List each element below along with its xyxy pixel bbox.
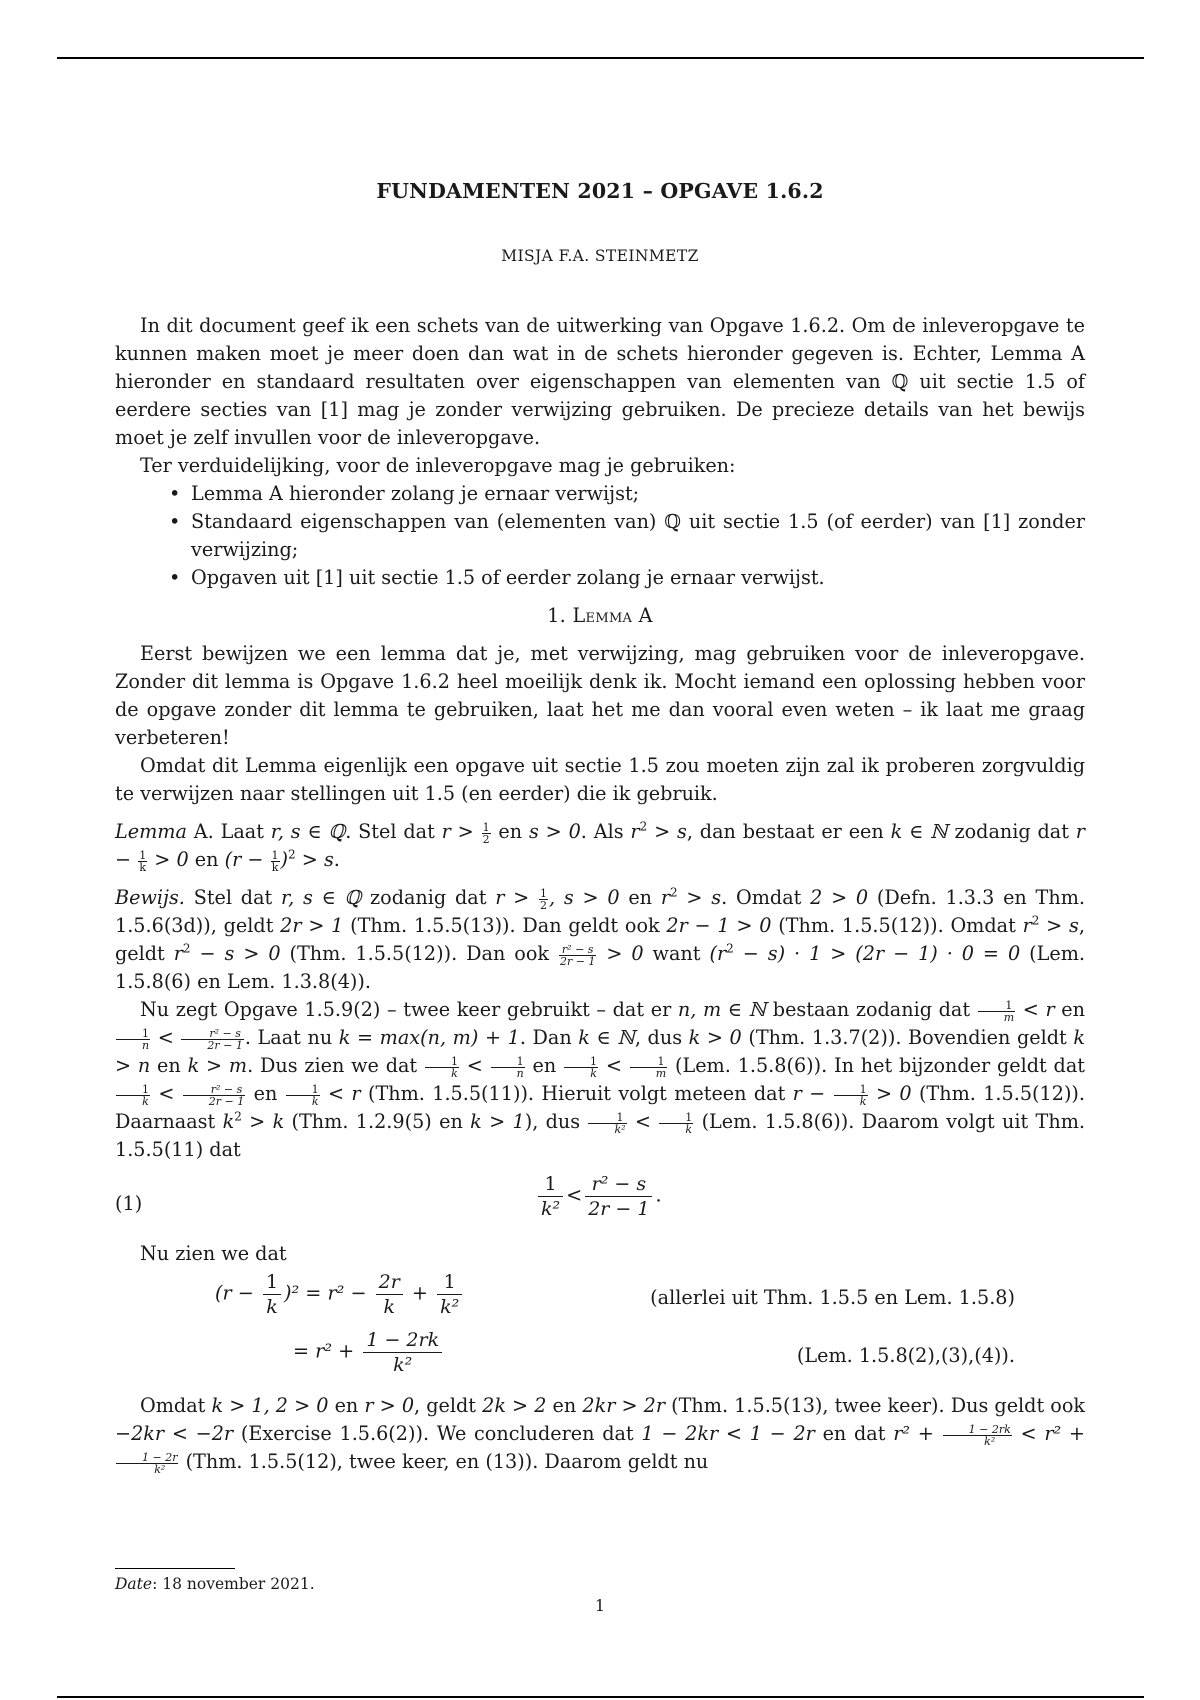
align-row-2 <box>115 1328 1085 1384</box>
denominator: k <box>859 1094 867 1108</box>
fraction <box>538 1172 563 1221</box>
text: (Thm. 1.5.5(13), twee keer). Dus geldt ook <box>665 1394 1086 1417</box>
numerator: 1 <box>834 1084 868 1096</box>
math: < <box>627 1110 659 1133</box>
text: (Thm. 1.2.9(5) en <box>284 1110 471 1133</box>
text: , dan bestaat er een <box>686 820 891 843</box>
proof-paragraph-1 <box>115 884 1085 996</box>
numerator: r² − s <box>559 944 596 956</box>
fraction <box>659 1112 693 1135</box>
fraction <box>138 850 147 873</box>
bullet-item: • Lemma A hieronder zolang je ernaar verwijst; <box>191 480 1085 508</box>
numerator: 1 <box>116 1084 150 1096</box>
numerator: 1 <box>630 1056 667 1068</box>
text: en <box>546 1394 583 1417</box>
math: < <box>151 1026 181 1049</box>
text: (Thm. 1.5.5(12), twee keer, en (13)). Daarom geldt nu <box>179 1450 709 1473</box>
text: . Als <box>580 820 631 843</box>
text: . Laat nu <box>244 1026 339 1049</box>
math: (r − <box>224 848 270 871</box>
denominator: k <box>311 1094 319 1108</box>
equation-label: (1) <box>115 1192 143 1215</box>
fraction <box>116 1452 178 1475</box>
math: k > 1, 2 > 0 <box>211 1394 329 1417</box>
text: (Defn. 1.3.3 en Thm. 1.5.6(3d)), geldt <box>115 886 1086 937</box>
operator: < <box>566 1183 583 1207</box>
math: k > 0 <box>688 1026 742 1049</box>
text: en <box>491 820 529 843</box>
fraction <box>539 888 548 911</box>
denominator: k² <box>984 1434 996 1448</box>
text: . <box>333 848 340 871</box>
superscript: 2 <box>726 941 734 956</box>
superscript: 2 <box>639 819 648 834</box>
denominator: 2r − 1 <box>559 954 596 968</box>
fraction <box>943 1424 1012 1447</box>
section-number: 1. <box>547 604 567 627</box>
math: r, s ∈ ℚ <box>281 886 362 909</box>
fraction <box>482 822 491 845</box>
math: r <box>1022 914 1032 937</box>
text: ), dus <box>524 1110 588 1133</box>
fraction <box>116 1028 150 1051</box>
text: en <box>619 886 661 909</box>
justification: (allerlei uit Thm. 1.5.5 en Lem. 1.5.8) <box>650 1286 1015 1309</box>
math: 2k > 2 <box>482 1394 547 1417</box>
fraction <box>181 1028 243 1051</box>
text: , dus <box>634 1026 689 1049</box>
numerator: 1 <box>538 1172 563 1197</box>
text: (Thm. 1.5.5(13)). Dan geldt ook <box>343 914 667 937</box>
proof-paragraph-2 <box>115 996 1085 1164</box>
math: r, s ∈ ℚ <box>270 820 346 843</box>
denominator: k <box>590 1066 597 1080</box>
denominator: 2 <box>540 898 547 912</box>
fraction <box>585 1172 652 1221</box>
superscript: 2 <box>1031 913 1040 928</box>
equation-body <box>535 1172 662 1221</box>
fraction <box>564 1056 598 1079</box>
denominator: k <box>266 1296 278 1318</box>
numerator: 2r <box>376 1270 403 1295</box>
text: en <box>188 848 225 871</box>
math: ) <box>280 848 289 871</box>
denominator: 2r − 1 <box>588 1198 650 1220</box>
denominator: k² <box>614 1122 626 1136</box>
denominator: k² <box>154 1462 166 1476</box>
numerator: r² − s <box>585 1172 652 1197</box>
punctuation: . <box>655 1183 662 1207</box>
numerator: 1 <box>659 1112 693 1124</box>
text: (Lem. 1.5.8(6) en Lem. 1.3.8(4)). <box>115 942 1085 993</box>
lemma-label: Lemma <box>115 820 187 843</box>
numerator: 1 <box>116 1028 150 1040</box>
math: k ∈ ℕ <box>890 820 948 843</box>
body <box>115 312 1085 1476</box>
math: > k <box>241 1110 285 1133</box>
numerator: 1 <box>978 1000 1015 1012</box>
math: k > m <box>187 1054 248 1077</box>
intro-paragraph-1: In dit document geef ik een schets van de uitwerking van Opgave 1.6.2. Om de inleveropgave te kunnen maken moet je meer doen dan wat in de schets hieronder gegeven is. Echter, Lemma A hieronder en standaard resultaten over eigenschappen van elementen van ℚ uit sectie 1.5 of eerdere secties van [1] mag je zonder verwijzing gebruiken. De precieze details van het bewijs moet je zelf invullen voor de inleveropgave. <box>115 314 1085 449</box>
math: − s) · 1 > (2r − 1) · 0 = 0 <box>733 942 1021 965</box>
denominator: m <box>655 1066 667 1080</box>
numerator: 1 <box>263 1270 281 1295</box>
math: > s <box>295 848 334 871</box>
fraction <box>834 1084 868 1107</box>
numerator: 1 − 2r <box>116 1452 178 1464</box>
fraction <box>588 1112 626 1135</box>
text: . Dus zien we dat <box>247 1054 424 1077</box>
section-title: Lemma A <box>572 604 653 627</box>
superscript: 2 <box>234 1109 242 1124</box>
superscript: 2 <box>182 941 191 956</box>
section-paragraph-1: Eerst bewijzen we een lemma dat je, met verwijzing, mag gebruiken voor de inleveropgave. Zonder dit lemma is Opgave 1.6.2 heel moeilijk denk ik. Mocht iemand een oplossing hebben voor de opgave zonder dit lemma te gebruiken, laat het me dan vooral even weten – ik laat me graag verbeteren! <box>115 642 1085 749</box>
math: 2r > 1 <box>280 914 344 937</box>
math: − s > 0 <box>190 942 281 965</box>
math: r <box>660 886 670 909</box>
text: (Thm. 1.5.5(12)). Daarnaast <box>115 1082 1086 1133</box>
denominator: 2 <box>482 832 490 846</box>
math: n, m ∈ ℕ <box>677 998 767 1021</box>
math: < <box>459 1054 490 1077</box>
text: Laat <box>213 820 271 843</box>
denominator: k <box>451 1066 458 1080</box>
text: want <box>643 942 710 965</box>
math: > 0 <box>597 942 644 965</box>
math: r > <box>441 820 481 843</box>
bullet-item: • Standaard eigenschappen van (elementen van) ℚ uit sectie 1.5 (of eerder) van [1] zonder verwijzing; <box>191 508 1085 564</box>
denominator: m <box>1003 1010 1015 1024</box>
text: Stel dat <box>184 886 282 909</box>
text: zodanig dat <box>361 886 496 909</box>
numerator: 1 <box>564 1056 598 1068</box>
bullet-list <box>115 480 1085 592</box>
fraction <box>491 1056 525 1079</box>
math: (r <box>709 942 727 965</box>
denominator: n <box>142 1038 150 1052</box>
text: Omdat <box>140 1394 212 1417</box>
operator: + <box>405 1281 435 1305</box>
numerator: 1 <box>286 1084 320 1096</box>
denominator: n <box>516 1066 524 1080</box>
denominator: k <box>383 1296 395 1318</box>
text: Nu zegt Opgave 1.5.9(2) – twee keer gebruikt – dat er <box>140 998 678 1021</box>
bottom-rule <box>57 1696 1144 1698</box>
text: , geldt <box>414 1394 483 1417</box>
intro-paragraph-2: Ter verduidelijking, voor de inleveropgave mag je gebruiken: <box>140 454 736 477</box>
author: MISJA F.A. STEINMETZ <box>501 247 699 265</box>
math: < <box>599 1054 629 1077</box>
row-expression <box>215 1270 465 1319</box>
fraction <box>116 1084 150 1107</box>
text: (Exercise 1.5.6(2)). We concluderen dat <box>233 1422 642 1445</box>
row-expression <box>293 1328 445 1377</box>
footnote-text: : 18 november 2021. <box>152 1575 315 1593</box>
lemma-name: A. <box>193 820 214 843</box>
text: (Thm. 1.5.5(11)). Hieruit volgt meteen dat <box>360 1082 793 1105</box>
superscript: 2 <box>670 885 678 900</box>
section-heading <box>115 602 1085 630</box>
text: . Stel dat <box>345 820 442 843</box>
math: > 0 <box>148 848 189 871</box>
numerator: r² − s <box>183 1084 245 1096</box>
math: r − <box>115 820 1085 871</box>
equation-1 <box>115 1172 1085 1236</box>
math: r <box>173 942 183 965</box>
math: k > 1 <box>470 1110 525 1133</box>
text: . Omdat <box>721 886 811 909</box>
math: = r² + <box>293 1339 361 1363</box>
math: > 0 <box>868 1082 912 1105</box>
denominator: 2r − 1 <box>207 1038 243 1052</box>
superscript: 2 <box>288 847 296 862</box>
text: (Thm. 1.5.5(12)). Omdat <box>771 914 1023 937</box>
fraction <box>271 850 280 873</box>
denominator: k² <box>440 1296 460 1318</box>
denominator: k <box>271 860 279 874</box>
denominator: k <box>142 1094 149 1108</box>
text: zodanig dat <box>947 820 1076 843</box>
text: (Lem. 1.5.8(6)). Daarom volgt uit Thm. 1.5.5(11) dat <box>115 1110 1086 1161</box>
math: 1 − 2kr < 1 − 2r <box>641 1422 815 1445</box>
math: k ∈ ℕ <box>578 1026 635 1049</box>
fraction <box>978 1000 1015 1023</box>
denominator: 2r − 1 <box>208 1094 245 1108</box>
fraction <box>263 1270 281 1319</box>
math: k <box>222 1110 235 1133</box>
math: 2r − 1 > 0 <box>666 914 772 937</box>
text: (Lem. 1.5.8(6)). In het bijzonder geldt dat <box>668 1054 1085 1077</box>
omdat-paragraph <box>115 1392 1085 1476</box>
text: (Thm. 1.3.7(2)). Bovendien geldt <box>741 1026 1074 1049</box>
nu-zien-line: Nu zien we dat <box>140 1242 287 1265</box>
math: )² = r² − <box>284 1281 373 1305</box>
math: s > 0 <box>528 820 581 843</box>
fraction <box>376 1270 403 1319</box>
numerator: 1 − 2rk <box>943 1424 1012 1436</box>
math: > s <box>647 820 687 843</box>
math: r > 0 <box>364 1394 415 1417</box>
math: 2kr > 2r <box>582 1394 666 1417</box>
math: k = max(n, m) + 1 <box>338 1026 520 1049</box>
numerator: r² − s <box>181 1028 243 1040</box>
numerator: 1 <box>271 848 279 862</box>
numerator: 1 <box>588 1112 626 1124</box>
text: bestaan zodanig dat <box>766 998 977 1021</box>
text: (Thm. 1.5.5(12)). Dan ook <box>280 942 558 965</box>
text: en dat <box>814 1422 894 1445</box>
math: < r <box>1016 998 1055 1021</box>
footnote-label: Date <box>115 1575 153 1593</box>
numerator: 1 <box>491 1056 525 1068</box>
numerator: 1 − 2rk <box>363 1328 442 1353</box>
math: > s <box>677 886 722 909</box>
justification: (Lem. 1.5.8(2),(3),(4)). <box>796 1344 1015 1367</box>
section-paragraph-2: Omdat dit Lemma eigenlijk een opgave uit sectie 1.5 zou moeten zijn zal ik proberen zorgvuldig te verwijzen naar stellingen uit 1.5 (en eerder) die ik gebruik. <box>115 754 1085 805</box>
fraction <box>630 1056 667 1079</box>
numerator: 1 <box>437 1270 462 1295</box>
fraction <box>437 1270 462 1319</box>
math: < <box>151 1082 182 1105</box>
math: r > <box>495 886 538 909</box>
fraction <box>425 1056 459 1079</box>
math: < r² + <box>1012 1422 1085 1445</box>
footnote-rule <box>115 1568 235 1569</box>
lemma-statement <box>115 818 1085 874</box>
denominator: k² <box>393 1354 413 1376</box>
text: en <box>246 1082 285 1105</box>
math: 2 > 0 <box>810 886 869 909</box>
fraction <box>363 1328 442 1377</box>
text: en <box>150 1054 188 1077</box>
math: r − <box>792 1082 833 1105</box>
paper-title: FUNDAMENTEN 2021 – OPGAVE 1.6.2 <box>376 179 824 203</box>
math: (r − <box>215 1281 260 1305</box>
denominator: k² <box>541 1198 561 1220</box>
numerator: 1 <box>482 820 490 834</box>
aligned-equations <box>115 1270 1085 1388</box>
text: en <box>328 1394 365 1417</box>
numerator: 1 <box>139 848 147 862</box>
text: . Dan <box>519 1026 579 1049</box>
math: > s <box>1039 914 1079 937</box>
math: r² + <box>893 1422 942 1445</box>
fraction <box>183 1084 245 1107</box>
denominator: k <box>685 1122 693 1136</box>
math: , s > 0 <box>549 886 620 909</box>
denominator: k <box>139 860 147 874</box>
text: , geldt <box>115 914 1085 965</box>
math: k > n <box>115 1026 1085 1077</box>
math: < r <box>320 1082 361 1105</box>
text: en <box>1054 998 1085 1021</box>
text: en <box>525 1054 564 1077</box>
math: −2kr < −2r <box>115 1422 234 1445</box>
proof-label: Bewijs. <box>115 886 185 909</box>
math: r <box>630 820 640 843</box>
numerator: 1 <box>540 886 547 900</box>
bullet-item: • Opgaven uit [1] uit sectie 1.5 of eerder zolang je ernaar verwijst. <box>191 564 1085 592</box>
fraction <box>559 944 596 967</box>
align-row-1 <box>115 1270 1085 1326</box>
fraction <box>286 1084 320 1107</box>
top-rule <box>57 57 1144 59</box>
numerator: 1 <box>425 1056 459 1068</box>
page-number: 1 <box>594 1596 606 1615</box>
